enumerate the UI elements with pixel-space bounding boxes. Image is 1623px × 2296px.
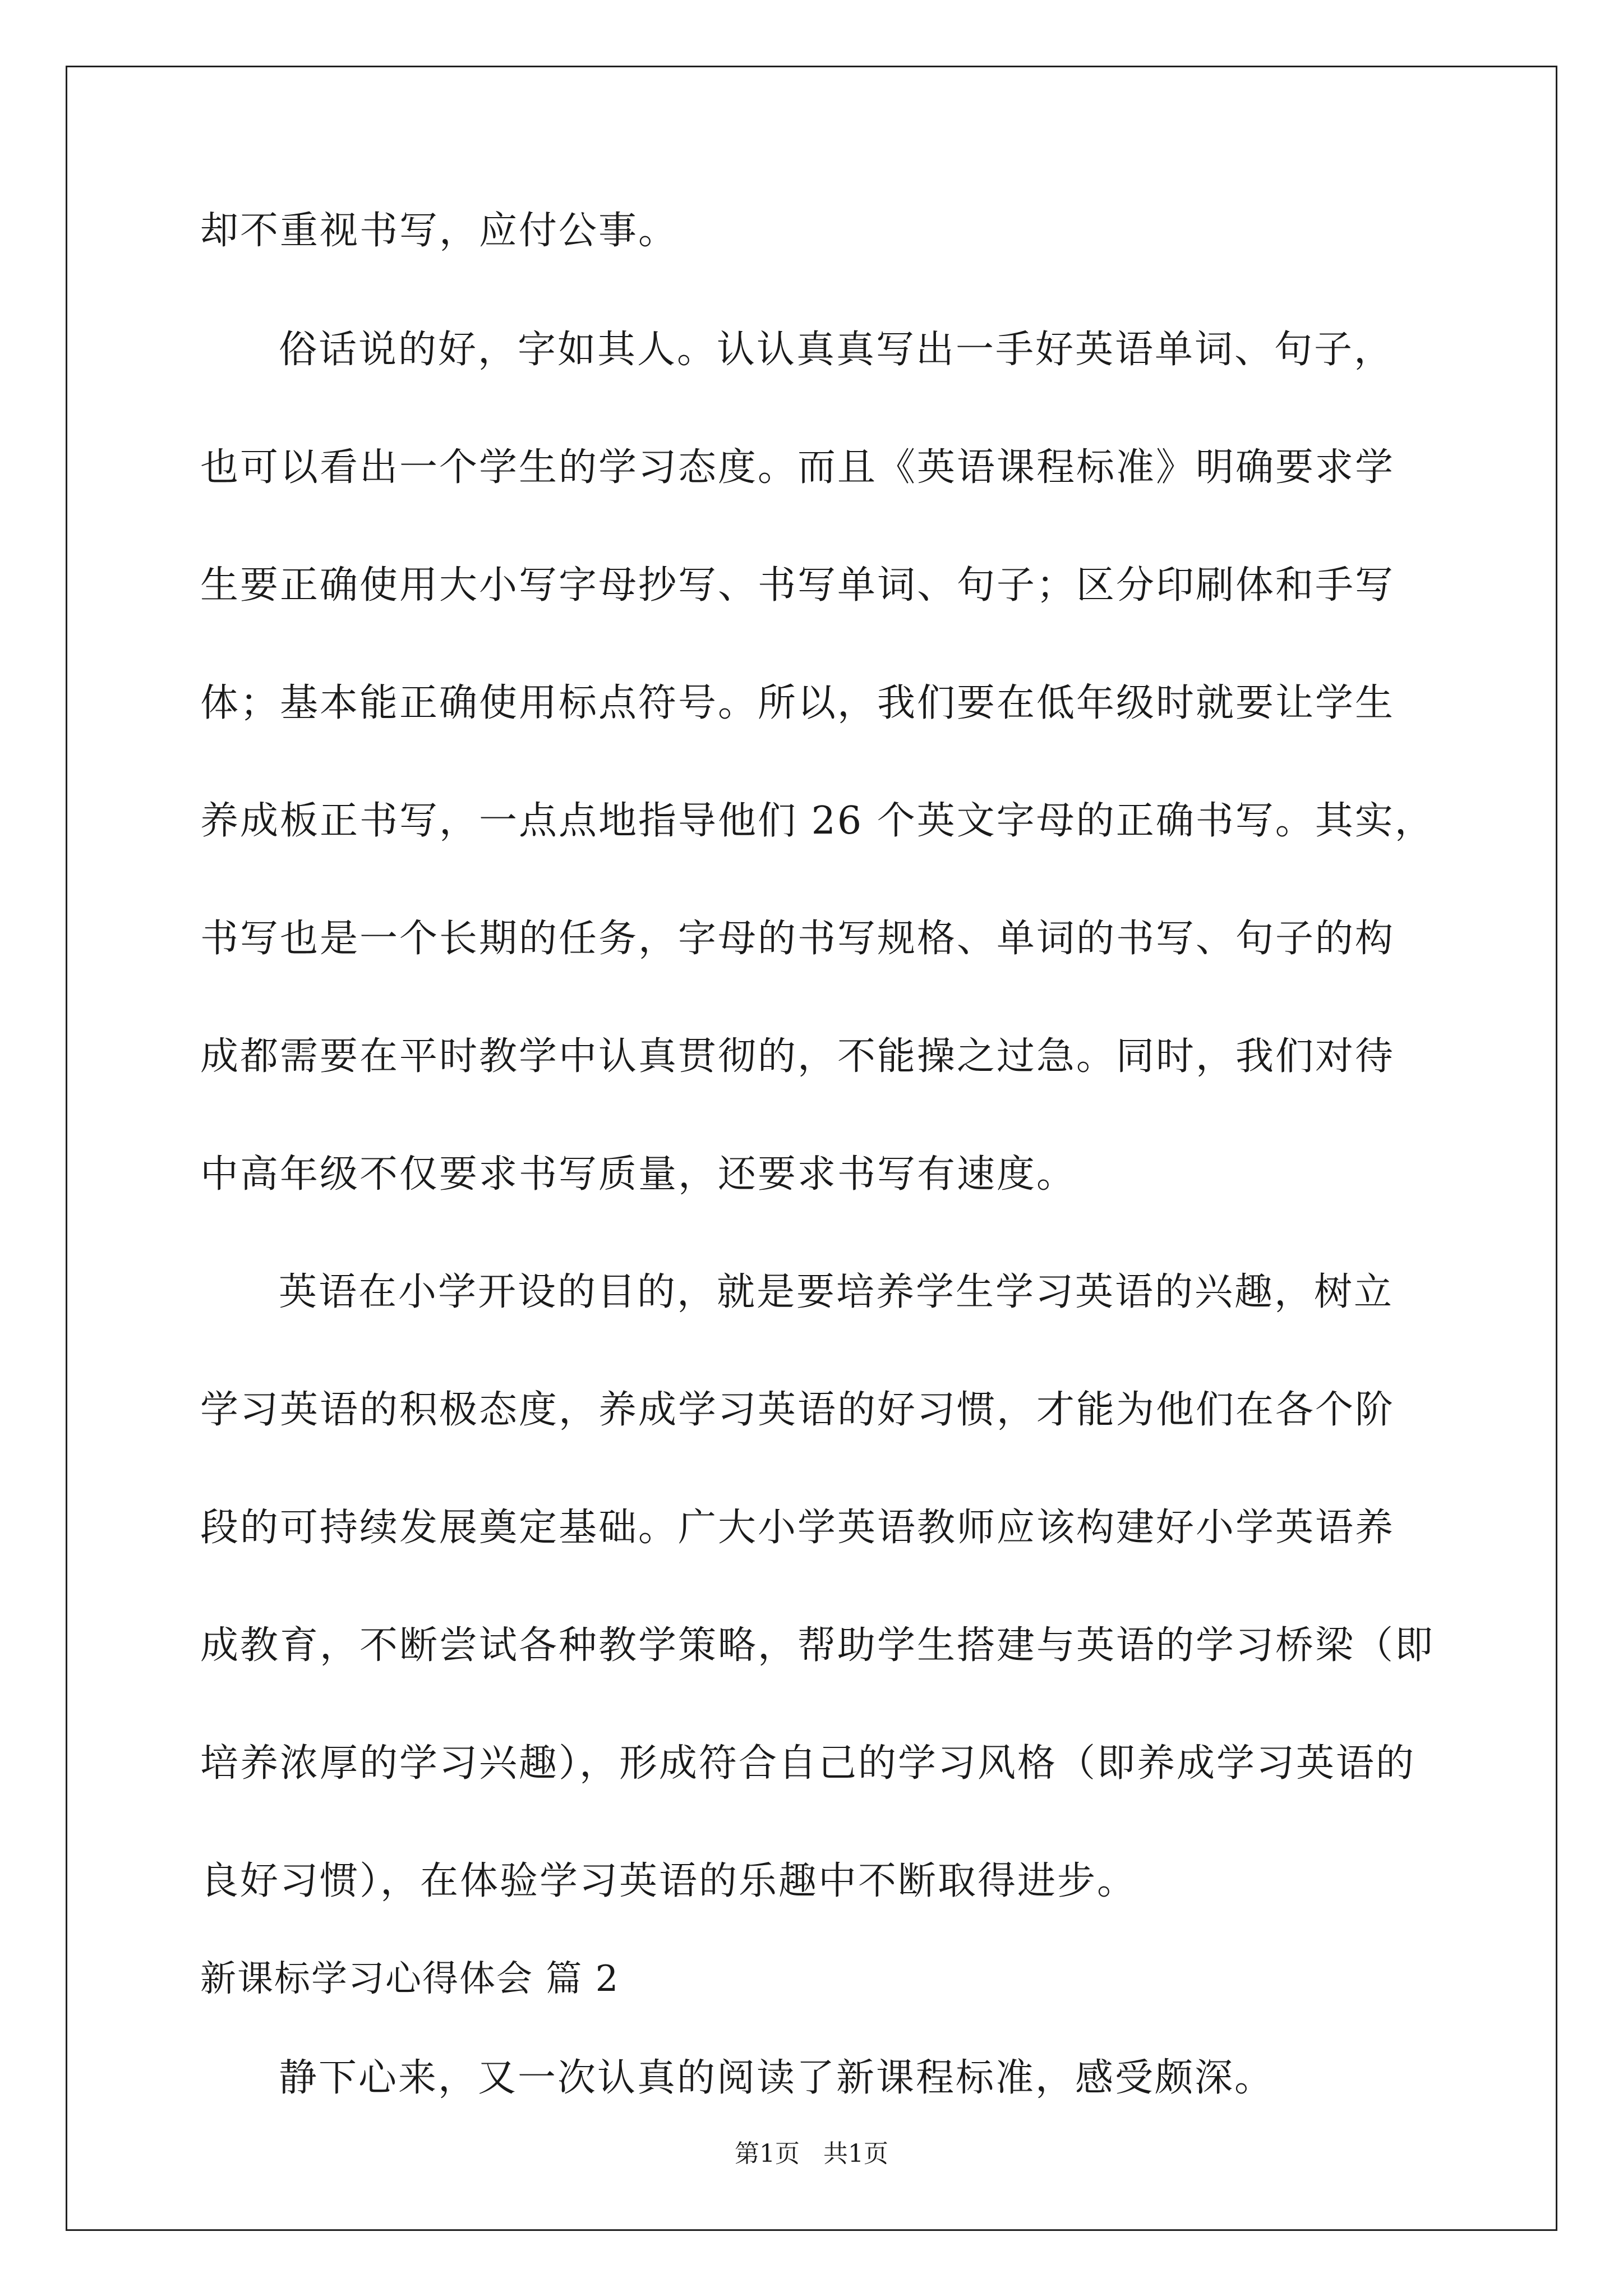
text-line: 书写也是一个长期的任务，字母的书写规格、单词的书写、句子的构 [200, 917, 1395, 961]
text-line: 养成板正书写，一点点地指导他们 26 个英文字母的正确书写。其实， [200, 799, 1435, 843]
text-line: 生要正确使用大小写字母抄写、书写单词、句子；区分印刷体和手写 [200, 563, 1395, 608]
paragraph-first-line: 俗话说的好，字如其人。认认真真写出一手好英语单词、句子， [279, 328, 1394, 372]
text-line: 培养浓厚的学习兴趣），形成符合自己的学习风格（即养成学习英语的 [200, 1741, 1416, 1786]
text-line: 成都需要在平时教学中认真贯彻的，不能操之过急。同时，我们对待 [200, 1034, 1395, 1079]
text-line: 却不重视书写，应付公事。 [200, 209, 679, 253]
text-line: 体；基本能正确使用标点符号。所以，我们要在低年级时就要让学生 [200, 681, 1395, 725]
text-line: 学习英语的积极态度，养成学习英语的好习惯，才能为他们在各个阶 [200, 1388, 1395, 1432]
page-footer: 第1页 共1页 [735, 2139, 888, 2168]
text-line: 也可以看出一个学生的学习态度。而且《英语课程标准》明确要求学 [200, 445, 1395, 490]
text-line: 成教育，不断尝试各种教学策略，帮助学生搭建与英语的学习桥梁（即 [200, 1623, 1435, 1668]
text-line: 中高年级不仅要求书写质量，还要求书写有速度。 [200, 1152, 1077, 1197]
paragraph-first-line: 英语在小学开设的目的，就是要培养学生学习英语的兴趣，树立 [279, 1270, 1394, 1314]
text-line: 良好习惯），在体验学习英语的乐趣中不断取得进步。 [200, 1859, 1137, 1903]
text-line: 段的可持续发展奠定基础。广大小学英语教师应该构建好小学英语养 [200, 1506, 1395, 1550]
paragraph-first-line: 静下心来，又一次认真的阅读了新课程标准，感受颇深。 [279, 2056, 1275, 2100]
section-heading: 新课标学习心得体会 篇 2 [200, 1958, 620, 2000]
